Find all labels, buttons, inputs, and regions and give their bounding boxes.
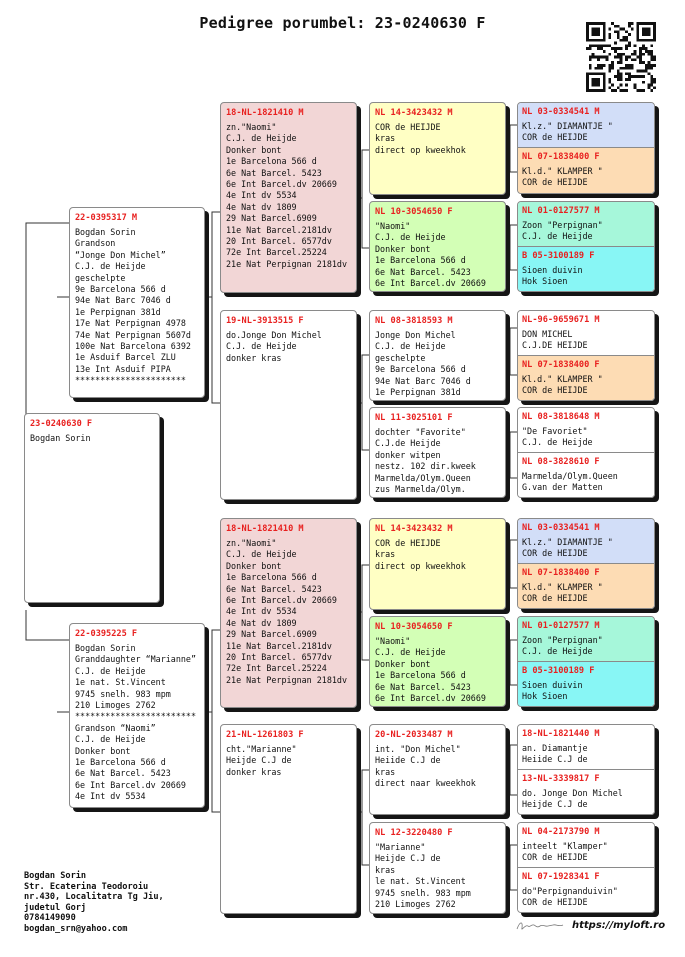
info-line: C.J.de Heijde [375,438,441,449]
pigeon-pair-gen4-1 [517,102,655,194]
pigeon-pair-gen4-2 [517,201,655,292]
website-link[interactable]: https://myloft.ro [572,920,666,931]
ring-number: 19-NL-3913515 F [226,316,304,326]
info-line: Donker bont [375,658,431,669]
info-line: 6e Nat Barcel. 5423 [226,583,322,594]
ring-number: NL 01-0127577 M [522,621,600,631]
info-line: geschelpte [375,352,426,363]
info-line: 94e Nat Barc 7046 d [375,375,471,386]
ring-number: 22-0395317 M [75,213,138,223]
info-line: kras [375,766,396,777]
info-line: "Naomi" [375,221,411,231]
pigeon-card-gen3-2[interactable] [369,201,506,292]
info-line: 13e Int Asduif PIPA [75,363,171,374]
qr-code-icon [586,22,656,92]
info-line: 9e Barcelona 566 d [375,364,466,375]
ring-number: NL 08-3818593 M [375,316,453,326]
ring-number: 18-NL-1821440 M [522,729,600,739]
owner-street: Str. Ecaterina Teodoroiu [24,881,149,892]
pigeon-card-gen4-12[interactable] [518,662,654,707]
pigeon-card-gen3-5[interactable] [369,518,506,610]
info-line: cht."Marianne" [226,744,297,754]
info-line: 1e Barcelona 566 d [375,670,466,681]
signature-icon [515,918,567,934]
info-line: 72e Int Barcel.25224 [226,247,327,258]
info-line: 210 Limoges 2762 [75,700,156,711]
ring-number: NL-96-9659671 M [522,315,600,325]
ring-number: NL 07-1838400 F [522,360,600,370]
info-line: 9e Barcelona 566 d [75,284,166,295]
owner-email[interactable]: bogdan_srn@yahoo.com [24,923,128,934]
ring-number: 20-NL-2033487 M [375,730,453,740]
info-line: Heiide C.J de [375,755,441,766]
info-line: Kl.z." DIAMANTJE " [522,537,613,547]
info-line: 1e Barcelona 566 d [375,255,466,266]
pigeon-card-subject[interactable] [24,413,160,603]
ring-number: NL 11-3025101 F [375,413,453,423]
info-line: C.J. de Heijde [75,261,146,272]
info-line: Donker bont [75,745,131,756]
info-line: 21e Nat Perpignan 2181dv [226,674,348,685]
pigeon-card-gen4-8[interactable] [518,453,654,498]
pigeon-card-dam[interactable] [69,623,205,808]
info-line: zn."Naomi" [226,538,277,548]
info-line: 17e Nat Perpignan 4978 [75,318,186,329]
info-line: 1e Asduif Barcel ZLU [75,352,176,363]
page-title: Pedigree porumbel: 23-0240630 F [199,14,486,32]
pigeon-card-gen4-4[interactable] [518,247,654,292]
pigeon-card-gen2-4[interactable] [220,724,357,914]
info-line: 4e Nat dv 1809 [226,617,297,628]
ring-number: B 05-3100189 F [522,251,595,261]
info-line: COR de HEIJDE [375,538,441,548]
ring-number: NL 07-1838400 F [522,568,600,578]
info-line: Donker bont [375,243,431,254]
info-line: Sioen duivin [522,265,583,275]
info-line: COR de HEIJDE [522,385,588,396]
info-line: dochter "Favorite" [375,427,466,437]
info-line: "De Favoriet" [522,426,588,436]
info-line: donker kras [226,766,282,777]
pigeon-card-gen4-13[interactable] [518,725,654,770]
info-line: C.J.DE HEIJDE [522,340,588,351]
info-line: Grandson [75,238,116,249]
info-line: 4e Nat dv 1809 [226,201,297,212]
info-line: 9745 snelh. 983 mpm [375,887,471,898]
ring-number: B 05-3100189 F [522,666,595,676]
pigeon-pair-gen4-7 [517,724,655,815]
info-line: an. Diamantje [522,743,588,753]
info-line: 100e Nat Barcelona 6392 [75,341,191,352]
info-line: Hok Sioen [522,691,568,702]
info-line: C.J. de Heijde [522,437,593,448]
owner-county: judetul Gorj [24,902,87,913]
ring-number: 18-NL-1821410 M [226,524,304,534]
info-line: direct op kweekhok [375,144,466,155]
info-line: 11e Nat Barcel.2181dv [226,224,332,235]
info-line: 1e Barcelona 566 d [226,572,317,583]
pigeon-pair-gen4-4 [517,407,655,498]
ring-number: NL 03-0334541 M [522,107,600,117]
pigeon-card-gen3-7[interactable] [369,724,506,815]
info-line: 6e Nat Barcel. 5423 [226,167,322,178]
pigeon-pair-gen4-8 [517,822,655,913]
info-line: C.J. de Heijde [375,232,446,243]
info-line: Donker bont [226,144,282,155]
info-line: "Naomi" [375,636,411,646]
info-line: Kl.z." DIAMANTJE " [522,121,613,131]
info-line: nestz. 102 dir.kweek [375,461,476,472]
pigeon-pair-gen4-3 [517,310,655,401]
info-line: 21e Nat Perpignan 2181dv [226,258,348,269]
pigeon-card-sire[interactable] [69,207,205,398]
info-line: Sioen duivin [522,680,583,690]
info-line: donker kras [226,352,282,363]
info-line: 1e Perpignan 381d [75,306,161,317]
info-line: 20 Int Barcel. 6577dv [226,652,332,663]
info-line: Bogdan Sorin [75,227,136,237]
info-line: do. Jonge Don Michel [522,788,623,798]
owner-name: Bogdan Sorin [24,871,87,881]
info-line: inteelt "Klamper" [522,841,608,851]
info-line: Kl.d." KLAMPER " [522,582,603,592]
ring-number: 23-0240630 F [30,419,93,429]
pigeon-card-gen2-3[interactable] [220,518,357,708]
ring-number: NL 04-2173790 M [522,827,600,837]
info-line: 6e Nat Barcel. 5423 [375,681,471,692]
info-line: "Marianne" [375,842,426,852]
info-line: Donker bont [226,560,282,571]
pigeon-card-gen3-8[interactable] [369,822,506,914]
ring-number: NL 07-1838400 F [522,152,600,162]
pigeon-card-gen4-15[interactable] [518,823,654,868]
info-line: 20 Int Barcel. 6577dv [226,236,332,247]
ring-number: NL 07-1928341 F [522,872,600,882]
info-line: donker witpen [375,449,441,460]
info-line: 6e Nat Barcel. 5423 [375,266,471,277]
info-line: do.Jonge Don Michel [226,330,322,340]
info-line: Grandson “Naomi” [75,722,156,733]
info-line: C.J. de Heijde [226,341,297,352]
owner-locality: nr.430, Localitatra Tg Jiu, [24,892,164,903]
info-line: C.J. de Heijde [522,646,593,657]
info-line: direct op kweekhok [375,560,466,571]
info-line: Bogdan Sorin [30,433,91,443]
info-line: 6e Int Barcel.dv 20669 [226,595,337,606]
info-line: kras [375,133,396,144]
ring-number: NL 03-0334541 M [522,523,600,533]
info-line: ********************** [75,375,186,386]
info-line: Marmelda/Olym.Queen [375,472,471,483]
ring-number: NL 08-3818648 M [522,412,600,422]
info-line: 6e Int Barcel.dv 20669 [375,693,486,704]
info-line: Zoon "Perpignan" [522,220,603,230]
info-line: Heijde C.J de [375,853,441,864]
info-line: zus Marmelda/Olym. [375,484,466,495]
pigeon-pair-gen4-6 [517,616,655,707]
info-line: Kl.d." KLAMPER " [522,166,603,176]
info-line: “Jonge Don Michel” [75,249,166,260]
info-line: COR de HEIJDE [522,548,588,559]
info-line: int. "Don Michel" [375,744,461,754]
ring-number: NL 12-3220480 F [375,828,453,838]
info-line: 4e Int dv 5534 [226,606,297,617]
info-line: Kl.d." KLAMPER " [522,374,603,384]
info-line: COR de HEIJDE [522,593,588,604]
ring-number: 18-NL-1821410 M [226,108,304,118]
pigeon-card-gen4-2[interactable] [518,148,654,194]
info-line: COR de HEIJDE [522,177,588,188]
info-line: COR de HEIJDE [522,132,588,143]
pigeon-card-gen4-5[interactable] [518,311,654,356]
info-line: 4e Int dv 5534 [226,190,297,201]
pigeon-card-gen4-7[interactable] [518,408,654,453]
info-line: Bogdan Sorin [75,643,136,653]
pigeon-card-gen2-1[interactable] [220,102,357,293]
ring-number: NL 14-3423432 M [375,108,453,118]
info-line: 210 Limoges 2762 [375,899,456,910]
ring-number: NL 10-3054650 F [375,207,453,217]
info-line: Heijde C.J de [522,799,588,810]
pigeon-card-gen3-4[interactable] [369,407,506,498]
info-line: Granddaughter “Marianne” [75,654,197,665]
pigeon-card-gen2-2[interactable] [220,310,357,500]
info-line: kras [375,549,396,560]
info-line: G.van der Matten [522,482,603,493]
info-line: COR de HEIJDE [522,897,588,908]
pigeon-card-gen4-10[interactable] [518,564,654,609]
info-line: Marmelda/Olym.Queen [522,471,618,481]
info-line: C.J. de Heijde [375,647,446,658]
info-line: Jonge Don Michel [375,330,456,340]
info-line: kras [375,864,396,875]
pigeon-card-gen3-3[interactable] [369,310,506,401]
info-line: 1e nat. St.Vincent [75,677,166,688]
pigeon-card-gen4-9[interactable] [518,519,654,564]
info-line: zn."Naomi" [226,122,277,132]
ring-number: 13-NL-3339817 F [522,774,600,784]
info-line: 1e Barcelona 566 d [75,757,166,768]
info-line: direct naar kweekhok [375,778,476,789]
info-line: C.J. de Heijde [226,549,297,560]
ring-number: NL 01-0127577 M [522,206,600,216]
ring-number: NL 10-3054650 F [375,622,453,632]
info-line: 72e Int Barcel.25224 [226,663,327,674]
owner-phone: 0784149090 [24,913,76,924]
ring-number: 22-0395225 F [75,629,138,639]
pigeon-card-gen4-3[interactable] [518,202,654,247]
pigeon-card-gen4-1[interactable] [518,103,654,148]
pigeon-card-gen4-6[interactable] [518,356,654,401]
info-line: Hok Sioen [522,276,568,287]
info-line: le nat. St.Vincent [375,876,466,887]
owner-address [24,871,164,935]
info-line: Zoon "Perpignan" [522,635,603,645]
pigeon-card-gen4-11[interactable] [518,617,654,662]
info-line: Heiide C.J de [522,754,588,765]
info-line: 74e Nat Perpignan 5607d [75,329,191,340]
info-line: C.J. de Heijde [226,133,297,144]
info-line: C.J. de Heijde [75,734,146,745]
info-line: COR de HEIJDE [375,122,441,132]
info-line: 29 Nat Barcel.6909 [226,213,317,224]
info-line: 94e Nat Barc 7046 d [75,295,171,306]
info-line: ************************ [75,711,197,722]
info-line: 6e Int Barcel.dv 20669 [226,179,337,190]
info-line: C.J. de Heijde [75,665,146,676]
pigeon-pair-gen4-5 [517,518,655,609]
info-line: 11e Nat Barcel.2181dv [226,640,332,651]
info-line: geschelpte [75,272,126,283]
info-line: 4e Int dv 5534 [75,791,146,802]
info-line: C.J. de Heijde [375,341,446,352]
pigeon-card-gen4-16[interactable] [518,868,654,913]
ring-number: NL 14-3423432 M [375,524,453,534]
ring-number: NL 08-3828610 F [522,457,600,467]
info-line: COR de HEIJDE [522,852,588,863]
info-line: 6e Int Barcel.dv 20669 [75,779,186,790]
info-line: do"Perpignanduivin" [522,886,618,896]
ring-number: 21-NL-1261803 F [226,730,304,740]
info-line: 29 Nat Barcel.6909 [226,629,317,640]
info-line: 6e Nat Barcel. 5423 [75,768,171,779]
info-line: 1e Barcelona 566 d [226,156,317,167]
info-line: DON MICHEL [522,329,573,339]
info-line: 6e Int Barcel.dv 20669 [375,278,486,289]
pigeon-card-gen3-1[interactable] [369,102,506,195]
info-line: Heijde C.J de [226,755,292,766]
info-line: C.J. de Heijde [522,231,593,242]
pigeon-card-gen3-6[interactable] [369,616,506,707]
pigeon-card-gen4-14[interactable] [518,770,654,815]
info-line: 9745 snelh. 983 mpm [75,688,171,699]
info-line: 1e Perpignan 381d [375,387,461,398]
